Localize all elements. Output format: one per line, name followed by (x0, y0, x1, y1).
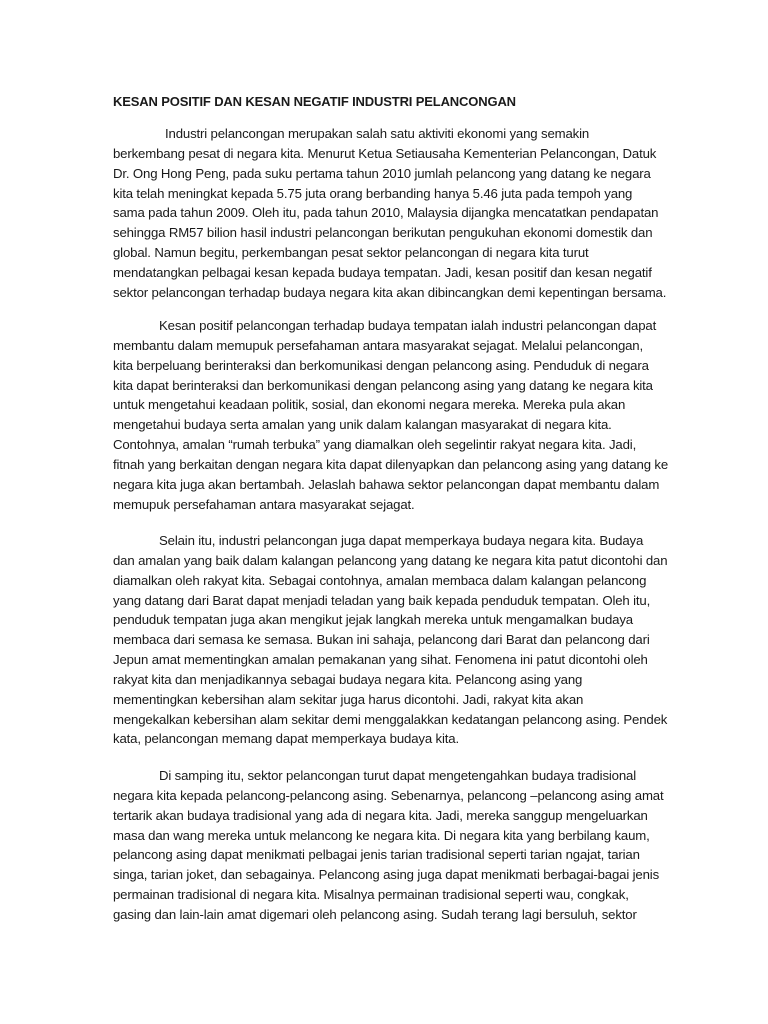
document-title: KESAN POSITIF DAN KESAN NEGATIF INDUSTRI PELANCONGAN (113, 94, 516, 109)
paragraph-line: mementingkan kebersihan alam sekitar juga harus dicontohi. Jadi, rakyat kita akan (113, 691, 584, 707)
paragraph-line: membaca dari semasa ke semasa. Bukan ini sahaja, pelancong dari Barat dan pelancong dari (113, 632, 650, 648)
paragraph-line: sektor pelancongan terhadap budaya negara kita akan dibincangkan demi kepentingan bersama. (113, 284, 667, 300)
paragraph-line: memupuk persefahaman antara masyarakat sejagat. (113, 496, 415, 512)
paragraph-line: Contohnya, amalan “rumah terbuka” yang diamalkan oleh segelintir rakyat negara kita. Jadi, (113, 437, 637, 453)
paragraph-line: berkembang pesat di negara kita. Menurut Ketua Setiausaha Kementerian Pelancongan, Datuk (113, 145, 657, 161)
paragraph-line: Di samping itu, sektor pelancongan turut dapat mengetengahkan budaya tradisional (159, 768, 636, 783)
paragraph-line: sama pada tahun 2009. Oleh itu, pada tahun 2010, Malaysia dijangka mencatatkan pendapatan (113, 205, 659, 221)
paragraph-line: mengetahui budaya serta amalan yang unik dalam kalangan masyarakat di negara kita. (113, 417, 612, 433)
paragraph-line: dan amalan yang baik dalam kalangan pelancong yang datang ke negara kita patut dicontohi dan (113, 552, 668, 568)
paragraph-line: Kesan positif pelancongan terhadap budaya tempatan ialah industri pelancongan dapat (159, 318, 657, 333)
paragraph-line: Industri pelancongan merupakan salah satu aktiviti ekonomi yang semakin (165, 126, 590, 141)
paragraph-line: yang datang dari Barat dapat menjadi teladan yang baik kepada penduduk tempatan. Oleh itu, (113, 592, 651, 608)
paragraph-line: kita berpeluang berinteraksi dan berkomunikasi dengan pelancong asing. Penduduk di negara (113, 357, 649, 373)
paragraph-line: permainan tradisional di negara kita. Misalnya permainan tradisional seperti wau, congkak, (113, 887, 629, 903)
paragraph-line: kita dapat berinteraksi dan berkomunikasi dengan pelancong asing yang datang ke negara kita (113, 377, 653, 393)
paragraph-line: mendatangkan pelbagai kesan kepada budaya tempatan. Jadi, kesan positif dan kesan negatif (113, 264, 652, 280)
paragraph-line: rakyat kita dan menjadikannya sebagai budaya negara kita. Pelancong asing yang (113, 671, 583, 687)
paragraph-line: untuk mengetahui keadaan politik, sosial, dan ekonomi negara mereka. Mereka pula akan (113, 397, 626, 413)
paragraph-line: negara kita kepada pelancong-pelancong asing. Sebenarnya, pelancong –pelancong asing amat (113, 787, 664, 803)
paragraph-1 (113, 124, 667, 303)
paragraph-line: sehingga RM57 bilion hasil industri pelancongan berikutan pengukuhan ekonomi domestik dan (113, 225, 653, 241)
paragraph-line: membantu dalam memupuk persefahaman antara masyarakat sejagat. Melalui pelancongan, (113, 337, 644, 353)
paragraph-line: Dr. Ong Hong Peng, pada suku pertama tahun 2010 jumlah pelancong yang datang ke negara (113, 165, 651, 181)
paragraph-line: kita telah meningkat kepada 5.75 juta orang berbanding hanya 5.46 juta pada tempoh yang (113, 185, 633, 201)
paragraph-4 (113, 766, 664, 925)
paragraph-line: mengekalkan kebersihan alam sekitar demi menggalakkan kedatangan pelancong asing. Pendek (113, 711, 668, 727)
paragraph-line: masa dan wang mereka untuk melancong ke negara kita. Di negara kita yang berbilang kaum, (113, 827, 650, 843)
paragraph-line: diamalkan oleh rakyat kita. Sebagai contohnya, amalan membaca dalam kalangan pelancong (113, 572, 647, 588)
paragraph-line: Selain itu, industri pelancongan juga dapat memperkaya budaya negara kita. Budaya (159, 533, 644, 548)
paragraph-line: singa, tarian joket, dan sebagainya. Pelancong asing juga dapat menikmati berbagai-bagai jenis (113, 867, 660, 883)
paragraph-2 (113, 316, 669, 514)
paragraph-line: penduduk tempatan juga akan mengikut jejak langkah mereka untuk mengamalkan budaya (113, 612, 633, 628)
paragraph-line: negara kita juga akan bertambah. Jelaslah bahawa sektor pelancongan dapat membantu dalam (113, 476, 660, 492)
paragraph-line: gasing dan lain-lain amat digemari oleh pelancong asing. Sudah terang lagi bersuluh, sektor (113, 906, 637, 922)
paragraph-line: kata, pelancongan memang dapat memperkaya budaya kita. (113, 731, 459, 747)
paragraph-line: Jepun amat mementingkan amalan pemakanan yang sihat. Fenomena ini patut dicontohi oleh (113, 652, 648, 668)
paragraph-3 (113, 531, 668, 749)
paragraph-line: pelancong asing dapat menikmati pelbagai jenis tarian tradisional seperti tarian ngajat, tarian (113, 847, 640, 863)
paragraph-line: global. Namun begitu, perkembangan pesat sektor pelancongan di negara kita turut (113, 245, 589, 261)
paragraph-line: fitnah yang berkaitan dengan negara kita dapat dilenyapkan dan pelancong asing yang datang ke (113, 456, 669, 472)
paragraph-line: tertarik akan budaya tradisional yang ada di negara kita. Jadi, mereka sanggup mengeluarkan (113, 807, 648, 823)
